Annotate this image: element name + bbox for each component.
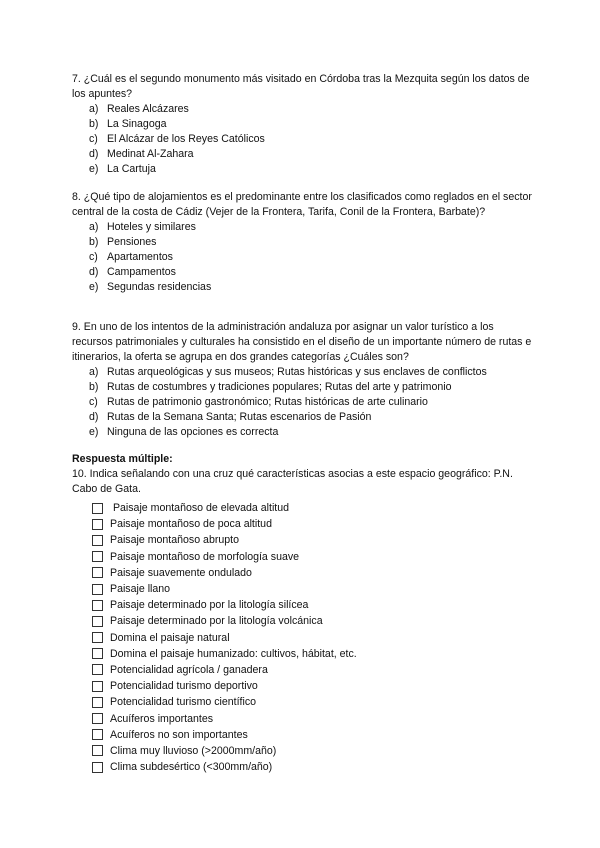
question-text: 9. En uno de los intentos de la administración andaluza por asignar un valor turístico a los recursos patrimoniales y culturales ha consistido en el diseño de un importante número de rutas e itinerarios, la oferta se agrupa en dos grandes categorías ¿Cuáles son?	[72, 321, 532, 363]
option-item	[72, 380, 532, 395]
checklist-label: Paisaje montañoso de elevada altitud	[110, 502, 290, 515]
checklist-item[interactable]	[92, 694, 532, 710]
question-8	[72, 190, 532, 295]
option-item	[72, 162, 532, 177]
checklist-label: Acuíferos no son importantes	[110, 728, 248, 741]
option-letter: d)	[89, 148, 99, 160]
checklist-item[interactable]	[92, 613, 532, 629]
option-text: Reales Alcázares	[107, 103, 189, 115]
question-7	[72, 72, 532, 177]
checkbox[interactable]	[92, 648, 103, 659]
option-text: Rutas arqueológicas y sus museos; Rutas históricas y sus enclaves de conflictos	[107, 366, 487, 378]
checklist-item[interactable]	[92, 743, 532, 759]
option-item	[72, 132, 532, 147]
checklist-label: Paisaje montañoso de poca altitud	[110, 518, 272, 531]
option-item	[72, 280, 532, 295]
checklist	[72, 500, 532, 775]
option-letter: d)	[89, 266, 99, 278]
checklist-item[interactable]	[92, 678, 532, 694]
checkbox[interactable]	[92, 762, 103, 773]
option-letter: c)	[89, 251, 98, 263]
option-item	[72, 250, 532, 265]
checkbox[interactable]	[92, 600, 103, 611]
option-letter: e)	[89, 281, 99, 293]
checklist-label: Potencialidad turismo deportivo	[110, 680, 258, 693]
checklist-item[interactable]	[92, 500, 532, 516]
option-text: Campamentos	[107, 266, 176, 278]
options-list	[72, 365, 532, 440]
option-letter: b)	[89, 236, 99, 248]
checklist-label: Clima subdesértico (<300mm/año)	[110, 761, 273, 774]
option-text: Apartamentos	[107, 251, 173, 263]
checkbox[interactable]	[92, 584, 103, 595]
checklist-label: Clima muy lluvioso (>2000mm/año)	[110, 744, 277, 757]
option-item	[72, 425, 532, 440]
question-text: 8. ¿Qué tipo de alojamientos es el predominante entre los clasificados como reglados en el sector central de la costa de Cádiz (Vejer de la Frontera, Tarifa, Conil de la Frontera, Barbate)?	[72, 191, 532, 218]
checkbox[interactable]	[92, 713, 103, 724]
checklist-item[interactable]	[92, 662, 532, 678]
checklist-item[interactable]	[92, 581, 532, 597]
option-text: La Cartuja	[107, 163, 156, 175]
checklist-item[interactable]	[92, 597, 532, 613]
checklist-label: Potencialidad turismo científico	[110, 696, 257, 709]
checkbox[interactable]	[92, 664, 103, 675]
checkbox[interactable]	[92, 745, 103, 756]
checklist-label: Domina el paisaje natural	[110, 631, 230, 644]
option-text: Rutas de costumbres y tradiciones populares; Rutas del arte y patrimonio	[107, 381, 452, 393]
option-letter: a)	[89, 366, 99, 378]
checkbox[interactable]	[92, 697, 103, 708]
option-text: El Alcázar de los Reyes Católicos	[107, 133, 265, 145]
checklist-label: Paisaje determinado por la litología silícea	[110, 599, 309, 612]
checkbox[interactable]	[92, 567, 103, 578]
option-letter: e)	[89, 163, 99, 175]
option-letter: c)	[89, 133, 98, 145]
checklist-item[interactable]	[92, 565, 532, 581]
option-text: Hoteles y similares	[107, 221, 196, 233]
question-text: 7. ¿Cuál es el segundo monumento más visitado en Córdoba tras la Mezquita según los datos de los apuntes?	[72, 73, 530, 100]
checkbox[interactable]	[92, 503, 103, 514]
checklist-label: Paisaje montañoso abrupto	[110, 534, 239, 547]
checklist-item[interactable]	[92, 710, 532, 726]
checklist-label: Paisaje montañoso de morfología suave	[110, 550, 300, 563]
checklist-label: Paisaje llano	[110, 583, 171, 596]
option-text: Rutas de patrimonio gastronómico; Rutas históricas de arte culinario	[107, 396, 428, 408]
option-text: Rutas de la Semana Santa; Rutas escenarios de Pasión	[107, 411, 372, 423]
checkbox[interactable]	[92, 616, 103, 627]
checklist-item[interactable]	[92, 759, 532, 775]
option-item	[72, 365, 532, 380]
option-item	[72, 102, 532, 117]
checkbox[interactable]	[92, 535, 103, 546]
option-letter: b)	[89, 381, 99, 393]
option-letter: c)	[89, 396, 98, 408]
checklist-label: Potencialidad agrícola / ganadera	[110, 663, 268, 676]
checkbox[interactable]	[92, 632, 103, 643]
question-10	[72, 452, 532, 775]
checkbox[interactable]	[92, 681, 103, 692]
checklist-item[interactable]	[92, 516, 532, 532]
option-text: Medinat Al-Zahara	[107, 148, 194, 160]
checklist-item[interactable]	[92, 646, 532, 662]
checkbox[interactable]	[92, 519, 103, 530]
option-item	[72, 395, 532, 410]
option-item	[72, 147, 532, 162]
option-letter: a)	[89, 103, 99, 115]
checklist-item[interactable]	[92, 630, 532, 646]
checklist-label: Paisaje determinado por la litología volcánica	[110, 615, 323, 628]
option-item	[72, 117, 532, 132]
checklist-label: Paisaje suavemente ondulado	[110, 566, 252, 579]
section-heading: Respuesta múltiple:	[72, 453, 173, 465]
checklist-item[interactable]	[92, 727, 532, 743]
option-text: La Sinagoga	[107, 118, 167, 130]
option-item	[72, 220, 532, 235]
checklist-item[interactable]	[92, 532, 532, 548]
question-9	[72, 320, 532, 440]
checkbox[interactable]	[92, 551, 103, 562]
option-letter: b)	[89, 118, 99, 130]
question-text: 10. Indica señalando con una cruz qué características asocias a este espacio geográfico: P.N. Cabo de Gata.	[72, 468, 513, 495]
options-list	[72, 102, 532, 177]
checklist-item[interactable]	[92, 549, 532, 565]
option-item	[72, 410, 532, 425]
option-item	[72, 265, 532, 280]
option-letter: d)	[89, 411, 99, 423]
option-item	[72, 235, 532, 250]
option-text: Segundas residencias	[107, 281, 212, 293]
option-letter: e)	[89, 426, 99, 438]
checklist-label: Acuíferos importantes	[110, 712, 214, 725]
option-text: Pensiones	[107, 236, 157, 248]
checklist-label: Domina el paisaje humanizado: cultivos, hábitat, etc.	[110, 647, 357, 660]
checkbox[interactable]	[92, 729, 103, 740]
option-letter: a)	[89, 221, 99, 233]
option-text: Ninguna de las opciones es correcta	[107, 426, 279, 438]
options-list	[72, 220, 532, 295]
